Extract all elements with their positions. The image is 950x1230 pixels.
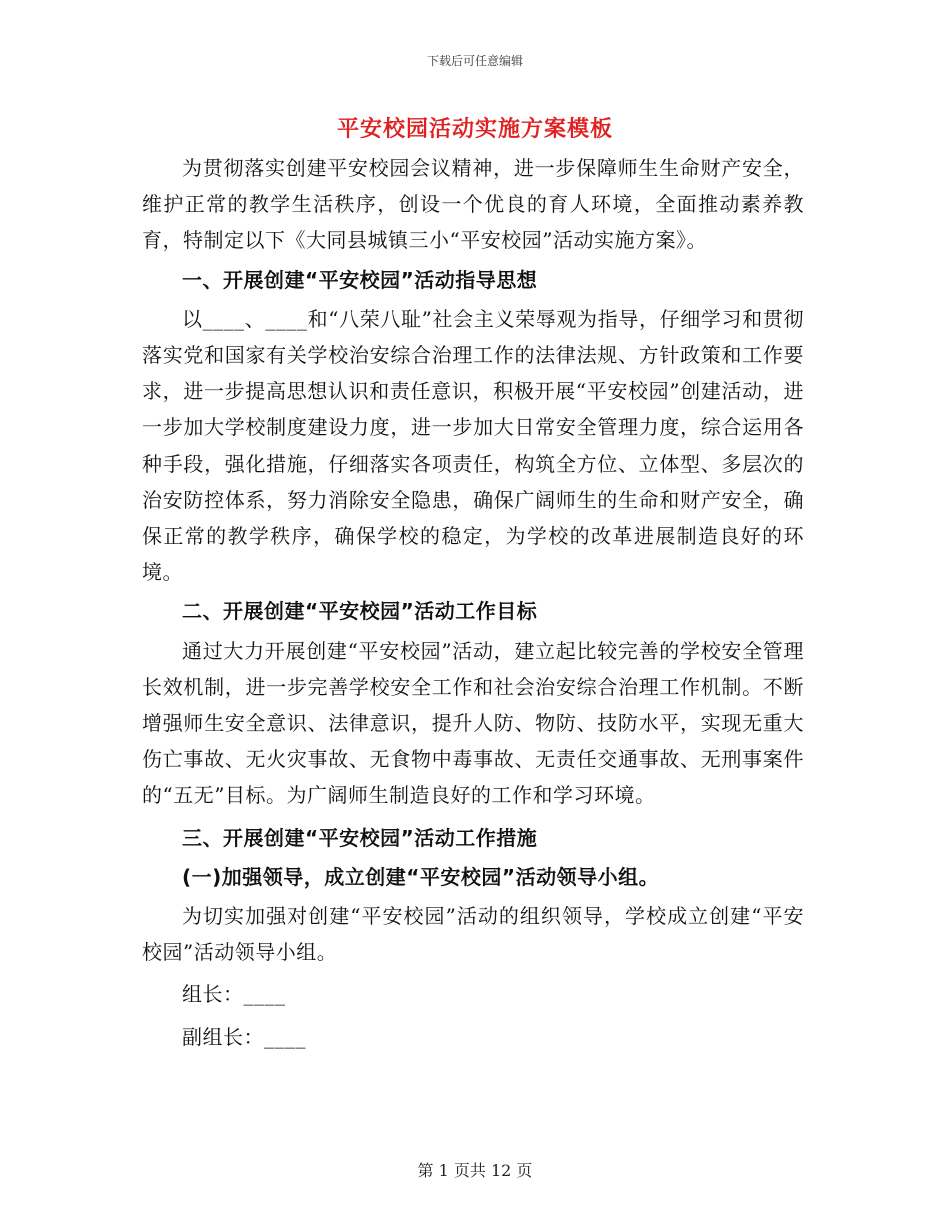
section-heading-2: 二、开展创建“平安校园”活动工作目标	[182, 599, 538, 624]
subsection-heading-1: (一)加强领导，成立创建“平安校园”活动领导小组。	[182, 864, 660, 889]
work-goals-paragraph: 通过大力开展创建“平安校园”活动，建立起比较完善的学校安全管理长效机制，进一步完善学校安全工作和社会治安综合治理工作机制。不断增强师生安全意识、法律意识，提升人防、物防、技防水平，实现无重大伤亡事故、无火灾事故、无食物中毒事故、无责任交通事故、无刑事案件的“五无”目标。为广阔师生制造良好的工作和学习环境。	[142, 638, 804, 808]
document-body	[142, 150, 804, 1055]
section-heading-1: 一、开展创建“平安校园”活动指导思想	[182, 267, 538, 292]
page-number: 第 1 页共 12 页	[417, 1161, 533, 1180]
guiding-ideology-paragraph: 以____、____和“八荣八耻”社会主义荣辱观为指导，仔细学习和贯彻落实党和国家有关学校治安综合治理工作的法律法规、方针政策和工作要求，进一步提高思想认识和责任意识，积极开展“平安校园”创建活动，进一步加大学校制度建设力度，进一步加大日常安全管理力度，综合运用各种手段，强化措施，仔细落实各项责任，构筑全方位、立体型、多层次的治安防控体系，努力消除安全隐患，确保广阔师生的生命和财产安全，确保正常的教学秩序，确保学校的稳定，为学校的改革进展制造良好的环境。	[142, 306, 804, 585]
leadership-paragraph: 为切实加强对创建“平安校园”活动的组织领导，学校成立创建“平安校园”活动领导小组。	[142, 904, 804, 965]
intro-paragraph: 为贯彻落实创建平安校园会议精神，进一步保障师生生命财产安全，维护正常的教学生活秩序，创设一个优良的育人环境，全面推动素养教育，特制定以下《大同县城镇三小“平安校园”活动实施方案》。	[142, 156, 804, 253]
section-heading-3: 三、开展创建“平安校园”活动工作措施	[182, 825, 538, 850]
team-leader-line: 组长：____	[182, 982, 286, 1007]
page-header-note: 下载后可任意编辑	[426, 54, 523, 68]
document-title: 平安校园活动实施方案模板	[336, 116, 613, 142]
deputy-leader-line: 副组长：____	[182, 1024, 306, 1049]
